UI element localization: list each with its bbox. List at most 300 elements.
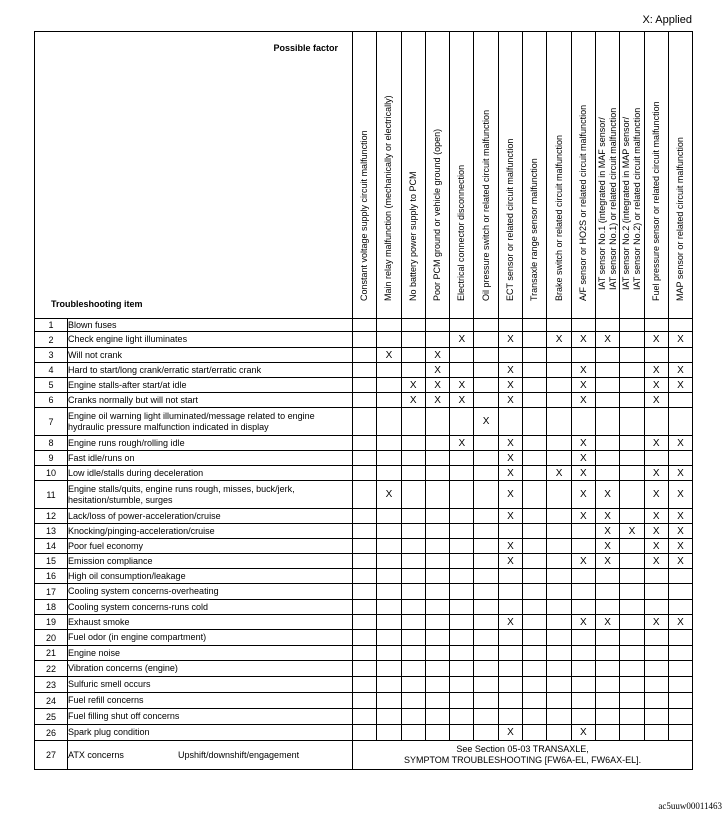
factor-cell	[668, 600, 692, 615]
item-text-line: hesitation/stumble, surges	[68, 494, 173, 505]
item-text-line: Engine noise	[68, 647, 121, 658]
applied-mark: X	[425, 378, 449, 393]
applied-mark: X	[644, 378, 668, 393]
factor-cell	[620, 466, 644, 481]
item-text-line: Engine runs rough/rolling idle	[68, 437, 185, 448]
factor-cell	[498, 709, 522, 725]
applied-mark: X	[595, 539, 619, 554]
factor-cell	[401, 481, 425, 509]
troubleshooting-item	[68, 348, 353, 363]
table-row	[35, 539, 693, 554]
factor-cell	[377, 615, 401, 630]
troubleshooting-item	[68, 481, 353, 509]
applied-mark: X	[644, 539, 668, 554]
factor-cell	[474, 646, 498, 661]
factor-cell	[523, 436, 547, 451]
factor-cell	[547, 615, 571, 630]
applied-mark: X	[668, 509, 692, 524]
factor-cell	[425, 693, 449, 709]
item-text-line: Fast idle/runs on	[68, 452, 135, 463]
factor-label: IAT sensor No.2 (integrated in MAP sensor/	[620, 116, 631, 290]
factor-label: Electrical connector disconnection	[456, 164, 467, 301]
possible-factor-heading: Possible factor	[273, 43, 338, 53]
factor-cell	[523, 584, 547, 600]
factor-cell	[474, 332, 498, 348]
factor-cell	[523, 466, 547, 481]
table-row	[35, 436, 693, 451]
factor-cell	[620, 584, 644, 600]
factor-cell	[425, 661, 449, 677]
factor-cell	[353, 393, 377, 408]
note-line: See Section 05-03 TRANSAXLE,	[456, 744, 589, 754]
factor-cell	[620, 393, 644, 408]
factor-cell	[353, 466, 377, 481]
factor-cell	[571, 408, 595, 436]
factor-cell	[450, 677, 474, 693]
troubleshooting-item	[68, 319, 353, 332]
factor-cell	[353, 554, 377, 569]
factor-cell	[474, 709, 498, 725]
table-row	[35, 466, 693, 481]
applied-mark: X	[498, 451, 522, 466]
factor-cell	[644, 630, 668, 646]
atx-reference-note	[353, 741, 693, 770]
factor-cell	[353, 600, 377, 615]
applied-mark: X	[498, 393, 522, 408]
item-text-line: Engine stalls/quits, engine runs rough, misses, buck/jerk,	[68, 483, 295, 494]
item-text-line: Fuel filling shut off concerns	[68, 711, 180, 721]
applied-mark: X	[595, 524, 619, 539]
factor-cell	[620, 378, 644, 393]
factor-cell	[644, 677, 668, 693]
factor-cell	[401, 615, 425, 630]
factor-cell	[401, 709, 425, 725]
factor-cell	[450, 600, 474, 615]
row-number: 16	[35, 569, 68, 584]
factor-cell	[571, 630, 595, 646]
troubleshooting-item	[68, 451, 353, 466]
row-number: 2	[35, 332, 68, 348]
factor-cell	[474, 677, 498, 693]
factor-cell	[401, 466, 425, 481]
factor-cell	[353, 539, 377, 554]
factor-cell	[377, 393, 401, 408]
factor-label: Main relay malfunction (mechanically or electrically)	[383, 95, 394, 301]
table-row	[35, 584, 693, 600]
factor-cell	[401, 348, 425, 363]
factor-cell	[523, 509, 547, 524]
applied-mark: X	[571, 332, 595, 348]
table-row	[35, 319, 693, 332]
factor-cell	[474, 451, 498, 466]
row-number: 12	[35, 509, 68, 524]
row-number: 6	[35, 393, 68, 408]
factor-cell	[523, 348, 547, 363]
factor-cell	[450, 451, 474, 466]
factor-cell	[523, 709, 547, 725]
troubleshooting-table	[34, 31, 693, 770]
row-number: 3	[35, 348, 68, 363]
factor-cell	[474, 554, 498, 569]
factor-cell	[644, 693, 668, 709]
factor-cell	[401, 451, 425, 466]
factor-cell	[620, 630, 644, 646]
table-row	[35, 408, 693, 436]
applied-mark: X	[377, 348, 401, 363]
factor-cell	[498, 408, 522, 436]
factor-cell	[595, 319, 619, 332]
factor-cell	[450, 319, 474, 332]
factor-cell	[450, 348, 474, 363]
troubleshooting-item	[68, 677, 353, 693]
factor-cell	[377, 677, 401, 693]
table-row	[35, 554, 693, 569]
factor-cell	[644, 451, 668, 466]
factor-cell	[474, 466, 498, 481]
factor-label: Poor PCM ground or vehicle ground (open)	[432, 128, 443, 301]
factor-cell	[668, 584, 692, 600]
row-number: 13	[35, 524, 68, 539]
factor-label: IAT sensor No.1) or related circuit malfunction	[607, 107, 618, 290]
factor-cell	[353, 348, 377, 363]
factor-cell	[401, 661, 425, 677]
row-number: 14	[35, 539, 68, 554]
factor-cell	[474, 348, 498, 363]
factor-cell	[547, 725, 571, 741]
factor-cell	[571, 569, 595, 584]
applied-mark: X	[571, 451, 595, 466]
factor-cell	[498, 646, 522, 661]
factor-cell	[474, 393, 498, 408]
troubleshooting-item	[68, 363, 353, 378]
factor-cell	[450, 466, 474, 481]
factor-cell	[547, 436, 571, 451]
factor-cell	[474, 378, 498, 393]
factor-cell	[353, 332, 377, 348]
factor-header-cell	[474, 32, 498, 319]
factor-cell	[620, 677, 644, 693]
row-number: 18	[35, 600, 68, 615]
applied-mark: X	[668, 554, 692, 569]
factor-label: Transaxle range sensor malfunction	[529, 158, 540, 301]
row-number: 24	[35, 693, 68, 709]
factor-cell	[668, 408, 692, 436]
factor-cell	[523, 646, 547, 661]
factor-cell	[668, 677, 692, 693]
factor-cell	[620, 661, 644, 677]
troubleshooting-item	[68, 378, 353, 393]
factor-cell	[498, 677, 522, 693]
applied-mark: X	[498, 466, 522, 481]
applied-mark: X	[425, 363, 449, 378]
factor-cell	[401, 363, 425, 378]
item-text-line: Engine oil warning light illuminated/message related to engine	[68, 410, 315, 421]
factor-cell	[401, 408, 425, 436]
note-line: SYMPTOM TROUBLESHOOTING [FW6A-EL, FW6AX-EL].	[403, 755, 642, 765]
factor-cell	[644, 646, 668, 661]
factor-header-cell	[595, 32, 619, 319]
factor-cell	[620, 451, 644, 466]
table-row	[35, 481, 693, 509]
factor-cell	[547, 554, 571, 569]
factor-cell	[474, 600, 498, 615]
factor-cell	[474, 436, 498, 451]
factor-cell	[620, 509, 644, 524]
factor-cell	[523, 481, 547, 509]
applied-mark: X	[547, 466, 571, 481]
row-number: 27	[35, 741, 68, 770]
applied-mark: X	[450, 332, 474, 348]
table-row	[35, 725, 693, 741]
factor-header-cell	[668, 32, 692, 319]
applied-mark: X	[668, 524, 692, 539]
factor-cell	[595, 363, 619, 378]
factor-cell	[425, 725, 449, 741]
factor-cell	[620, 615, 644, 630]
item-text-line: Fuel odor (in engine compartment)	[68, 632, 207, 642]
factor-cell	[620, 319, 644, 332]
factor-cell	[353, 661, 377, 677]
table-row	[35, 363, 693, 378]
row-number: 7	[35, 408, 68, 436]
row-number: 1	[35, 319, 68, 332]
factor-cell	[353, 569, 377, 584]
applied-mark: X	[571, 466, 595, 481]
factor-cell	[595, 693, 619, 709]
factor-cell	[571, 600, 595, 615]
factor-header-cell	[547, 32, 571, 319]
factor-cell	[644, 569, 668, 584]
factor-label: MAP sensor or related circuit malfunction	[675, 137, 685, 301]
factor-cell	[668, 393, 692, 408]
factor-cell	[547, 509, 571, 524]
factor-cell	[571, 584, 595, 600]
factor-cell	[644, 319, 668, 332]
factor-cell	[547, 524, 571, 539]
applied-mark: X	[498, 436, 522, 451]
applied-mark: X	[620, 524, 644, 539]
factor-header-cell	[401, 32, 425, 319]
factor-cell	[547, 348, 571, 363]
troubleshooting-item	[68, 725, 353, 741]
table-row	[35, 709, 693, 725]
factor-cell	[620, 436, 644, 451]
factor-cell	[474, 615, 498, 630]
item-text-line: Vibration concerns (engine)	[68, 663, 178, 673]
troubleshooting-item	[68, 539, 353, 554]
factor-cell	[644, 709, 668, 725]
factor-cell	[425, 539, 449, 554]
factor-cell	[523, 630, 547, 646]
factor-cell	[377, 524, 401, 539]
factor-cell	[353, 319, 377, 332]
row-number: 4	[35, 363, 68, 378]
row-number: 11	[35, 481, 68, 509]
factor-cell	[474, 661, 498, 677]
applied-mark: X	[425, 393, 449, 408]
factor-cell	[353, 725, 377, 741]
applied-mark: X	[474, 408, 498, 436]
troubleshooting-item	[68, 554, 353, 569]
troubleshooting-item	[68, 524, 353, 539]
row-number: 19	[35, 615, 68, 630]
applied-mark: X	[668, 363, 692, 378]
factor-cell	[474, 630, 498, 646]
applied-mark: X	[595, 615, 619, 630]
applied-mark: X	[571, 554, 595, 569]
factor-cell	[595, 569, 619, 584]
factor-cell	[498, 600, 522, 615]
factor-cell	[595, 466, 619, 481]
troubleshooting-item	[68, 408, 353, 436]
factor-cell	[595, 378, 619, 393]
factor-cell	[523, 319, 547, 332]
applied-mark: X	[668, 539, 692, 554]
troubleshooting-item	[68, 661, 353, 677]
atx-item: ATX concerns	[68, 749, 124, 760]
row-number: 8	[35, 436, 68, 451]
applied-mark: X	[668, 436, 692, 451]
factor-cell	[620, 539, 644, 554]
applied-mark: X	[450, 393, 474, 408]
factor-cell	[425, 600, 449, 615]
factor-cell	[353, 615, 377, 630]
factor-cell	[401, 646, 425, 661]
factor-cell	[474, 524, 498, 539]
factor-cell	[377, 378, 401, 393]
factor-cell	[620, 569, 644, 584]
table-row	[35, 600, 693, 615]
factor-cell	[595, 661, 619, 677]
factor-cell	[474, 584, 498, 600]
factor-cell	[450, 554, 474, 569]
applied-mark: X	[668, 332, 692, 348]
factor-cell	[425, 332, 449, 348]
factor-cell	[377, 436, 401, 451]
factor-cell	[547, 646, 571, 661]
factor-label: Fuel pressure sensor or related circuit malfunction	[650, 101, 661, 301]
factor-cell	[377, 509, 401, 524]
factor-cell	[401, 332, 425, 348]
applied-mark: X	[498, 509, 522, 524]
applied-mark: X	[498, 615, 522, 630]
factor-cell	[425, 646, 449, 661]
factor-cell	[571, 693, 595, 709]
factor-cell	[547, 600, 571, 615]
item-text-line: Emission compliance	[68, 555, 153, 566]
item-text-line: Exhaust smoke	[68, 616, 130, 627]
applied-mark: X	[498, 332, 522, 348]
factor-cell	[668, 630, 692, 646]
factor-cell	[523, 378, 547, 393]
table-row	[35, 393, 693, 408]
factor-cell	[377, 554, 401, 569]
applied-mark: X	[668, 615, 692, 630]
table-row	[35, 661, 693, 677]
factor-cell	[377, 451, 401, 466]
factor-label: No battery power supply to PCM	[407, 171, 418, 301]
factor-cell	[644, 584, 668, 600]
row-number: 17	[35, 584, 68, 600]
factor-cell	[644, 348, 668, 363]
factor-cell	[353, 524, 377, 539]
factor-cell	[547, 693, 571, 709]
factor-cell	[523, 332, 547, 348]
factor-cell	[547, 584, 571, 600]
factor-cell	[498, 630, 522, 646]
applied-mark: X	[644, 481, 668, 509]
row-number: 10	[35, 466, 68, 481]
factor-cell	[547, 481, 571, 509]
factor-cell	[401, 584, 425, 600]
factor-cell	[353, 451, 377, 466]
factor-header-cell	[377, 32, 401, 319]
factor-cell	[401, 319, 425, 332]
item-text-line: Knocking/pinging-acceleration/cruise	[68, 525, 215, 536]
factor-cell	[377, 332, 401, 348]
factor-cell	[498, 569, 522, 584]
item-text-line: Spark plug condition	[68, 727, 150, 737]
factor-header-cell	[498, 32, 522, 319]
applied-mark: X	[571, 363, 595, 378]
factor-cell	[450, 693, 474, 709]
troubleshooting-item	[68, 466, 353, 481]
item-text-line: Check engine light illuminates	[68, 334, 188, 344]
factor-cell	[547, 630, 571, 646]
applied-mark: X	[644, 554, 668, 569]
factor-cell	[571, 539, 595, 554]
item-text-line: Blown fuses	[68, 319, 117, 330]
factor-cell	[474, 319, 498, 332]
applied-mark: X	[498, 539, 522, 554]
troubleshooting-item	[68, 741, 353, 770]
factor-cell	[401, 725, 425, 741]
factor-cell	[401, 554, 425, 569]
factor-cell	[644, 408, 668, 436]
factor-cell	[498, 693, 522, 709]
factor-cell	[571, 709, 595, 725]
factor-cell	[450, 709, 474, 725]
factor-cell	[571, 348, 595, 363]
factor-cell	[620, 693, 644, 709]
factor-cell	[401, 524, 425, 539]
row-number: 23	[35, 677, 68, 693]
troubleshooting-item	[68, 332, 353, 348]
row-number: 25	[35, 709, 68, 725]
item-text-line: Lack/loss of power-acceleration/cruise	[68, 510, 221, 521]
table-row	[35, 677, 693, 693]
factor-cell	[425, 630, 449, 646]
factor-cell	[547, 451, 571, 466]
factor-cell	[474, 509, 498, 524]
applied-mark: X	[450, 436, 474, 451]
factor-cell	[353, 436, 377, 451]
row-number: 20	[35, 630, 68, 646]
factor-cell	[450, 725, 474, 741]
factor-cell	[547, 408, 571, 436]
factor-cell	[377, 693, 401, 709]
factor-cell	[377, 600, 401, 615]
factor-cell	[401, 630, 425, 646]
item-text-line: Cooling system concerns-runs cold	[68, 601, 209, 612]
applied-mark: X	[644, 363, 668, 378]
factor-cell	[377, 584, 401, 600]
factor-cell	[377, 709, 401, 725]
factor-cell	[547, 319, 571, 332]
factor-cell	[595, 393, 619, 408]
factor-cell	[450, 408, 474, 436]
troubleshooting-item	[68, 600, 353, 615]
